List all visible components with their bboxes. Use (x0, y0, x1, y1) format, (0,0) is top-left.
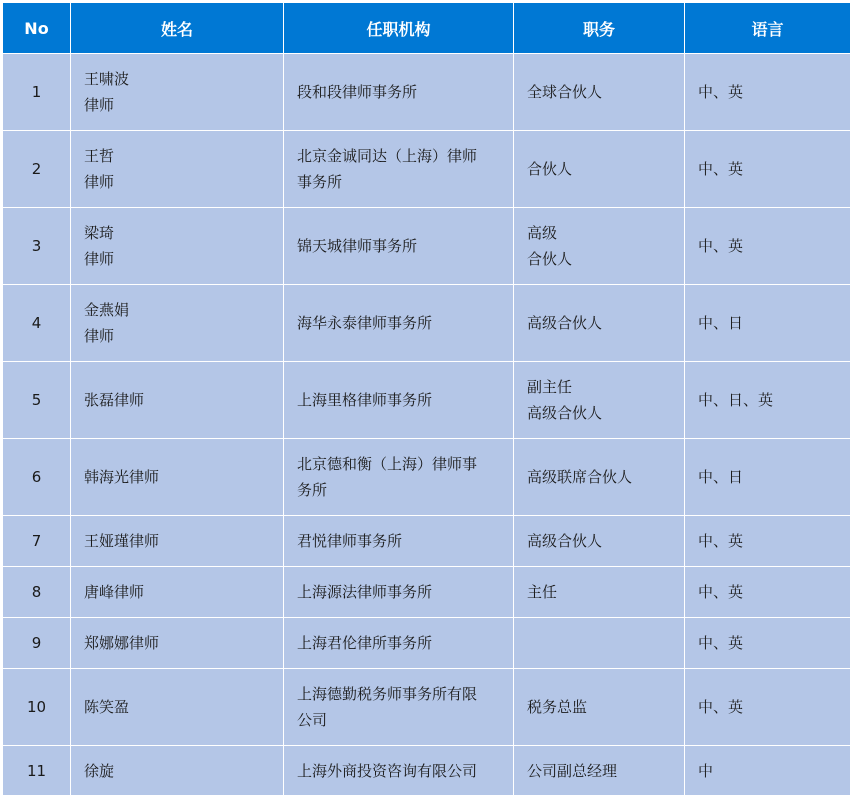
cell-organization (284, 618, 514, 669)
cell-name (71, 746, 284, 796)
table-row (3, 567, 851, 618)
cell-position (514, 54, 685, 131)
cell-no: 10 (3, 669, 71, 746)
table-header-row (3, 3, 851, 54)
cell-text-line: 主任 (527, 583, 558, 601)
cell-text-line: 律师 (84, 327, 115, 345)
cell-name (71, 618, 284, 669)
cell-text-line: 王啸波 (84, 70, 130, 88)
cell-text-line: 陈笑盈 (84, 698, 130, 716)
cell-name (71, 669, 284, 746)
cell-name (71, 208, 284, 285)
cell-position (514, 669, 685, 746)
cell-language: 中、日 (685, 439, 851, 516)
cell-language: 中、英 (685, 618, 851, 669)
cell-text-line: 税务总监 (527, 698, 588, 716)
cell-language: 中、日、英 (685, 362, 851, 439)
cell-name (71, 285, 284, 362)
cell-text-line: 全球合伙人 (527, 83, 603, 101)
cell-no: 9 (3, 618, 71, 669)
cell-language: 中、英 (685, 54, 851, 131)
cell-text-line: 合伙人 (527, 250, 573, 268)
cell-text-line: 公司 (297, 711, 328, 729)
cell-position (514, 285, 685, 362)
cell-language: 中、英 (685, 669, 851, 746)
cell-text-line: 上海德勤税务师事务所有限 (297, 685, 478, 703)
cell-no: 2 (3, 131, 71, 208)
cell-organization (284, 567, 514, 618)
table-row (3, 285, 851, 362)
cell-no: 8 (3, 567, 71, 618)
header-no: No (3, 3, 71, 54)
cell-language: 中、英 (685, 567, 851, 618)
header-name: 姓名 (71, 3, 284, 54)
cell-position (514, 439, 685, 516)
cell-text-line: 上海外商投资咨询有限公司 (297, 761, 478, 780)
cell-text-line: 务所 (297, 481, 328, 499)
cell-organization (284, 208, 514, 285)
header-organization: 任职机构 (284, 3, 514, 54)
table-row (3, 618, 851, 669)
cell-text-line: 律师 (84, 96, 115, 114)
cell-organization (284, 362, 514, 439)
cell-language: 中、英 (685, 208, 851, 285)
cell-text-line: 事务所 (297, 173, 343, 191)
cell-language: 中 (685, 746, 851, 796)
cell-language: 中、英 (685, 131, 851, 208)
cell-text-line: 梁琦 (84, 224, 115, 242)
cell-organization (284, 285, 514, 362)
cell-organization (284, 516, 514, 567)
table-row (3, 54, 851, 131)
cell-organization (284, 131, 514, 208)
table-row (3, 131, 851, 208)
cell-no: 3 (3, 208, 71, 285)
cell-position (514, 567, 685, 618)
cell-name (71, 54, 284, 131)
cell-text-line: 高级 (527, 224, 558, 242)
cell-no: 5 (3, 362, 71, 439)
cell-organization (284, 746, 514, 796)
cell-position (514, 618, 685, 669)
cell-text-line: 北京金诚同达（上海）律师 (297, 147, 478, 165)
cell-text-line: 王娅瑾律师 (84, 532, 160, 550)
cell-text-line: 高级合伙人 (527, 314, 603, 332)
cell-text-line: 上海源法律师事务所 (297, 583, 433, 601)
table-row (3, 669, 851, 746)
cell-position (514, 208, 685, 285)
cell-text-line: 郑娜娜律师 (84, 634, 160, 652)
cell-text-line: 北京德和衡（上海）律师事 (297, 455, 478, 473)
cell-text-line: 金燕娟 (84, 301, 130, 319)
cell-no: 11 (3, 746, 71, 796)
cell-name (71, 362, 284, 439)
cell-text-line: 律师 (84, 173, 115, 191)
cell-language: 中、日 (685, 285, 851, 362)
cell-text-line: 副主任 (527, 378, 573, 396)
cell-text-line: 合伙人 (527, 160, 573, 178)
cell-position (514, 131, 685, 208)
cell-no: 4 (3, 285, 71, 362)
table-row (3, 362, 851, 439)
lawyer-table (2, 2, 851, 796)
header-position: 职务 (514, 3, 685, 54)
cell-text-line: 徐旋 (84, 761, 115, 780)
cell-position (514, 746, 685, 796)
cell-text-line: 上海君伦律所事务所 (297, 634, 433, 652)
cell-text-line: 张磊律师 (84, 391, 145, 409)
cell-no: 1 (3, 54, 71, 131)
table-row (3, 439, 851, 516)
table-row (3, 746, 851, 796)
cell-text-line: 唐峰律师 (84, 583, 145, 601)
table-row (3, 208, 851, 285)
cell-organization (284, 439, 514, 516)
cell-language: 中、英 (685, 516, 851, 567)
cell-position (514, 362, 685, 439)
cell-text-line: 公司副总经理 (527, 761, 618, 780)
cell-organization (284, 669, 514, 746)
cell-position (514, 516, 685, 567)
cell-organization (284, 54, 514, 131)
cell-text-line: 高级合伙人 (527, 404, 603, 422)
cell-text-line: 君悦律师事务所 (297, 532, 403, 550)
cell-text-line: 海华永泰律师事务所 (297, 314, 433, 332)
cell-text-line: 王哲 (84, 147, 115, 165)
cell-no: 7 (3, 516, 71, 567)
cell-name (71, 516, 284, 567)
cell-text-line: 锦天城律师事务所 (297, 237, 418, 255)
cell-text-line: 律师 (84, 250, 115, 268)
cell-text-line: 高级联席合伙人 (527, 468, 633, 486)
cell-name (71, 567, 284, 618)
cell-text-line: 韩海光律师 (84, 468, 160, 486)
cell-name (71, 131, 284, 208)
cell-name (71, 439, 284, 516)
table-row (3, 516, 851, 567)
cell-no: 6 (3, 439, 71, 516)
cell-text-line: 段和段律师事务所 (297, 83, 418, 101)
cell-text-line: 高级合伙人 (527, 532, 603, 550)
cell-text-line: 上海里格律师事务所 (297, 391, 433, 409)
header-language: 语言 (685, 3, 851, 54)
